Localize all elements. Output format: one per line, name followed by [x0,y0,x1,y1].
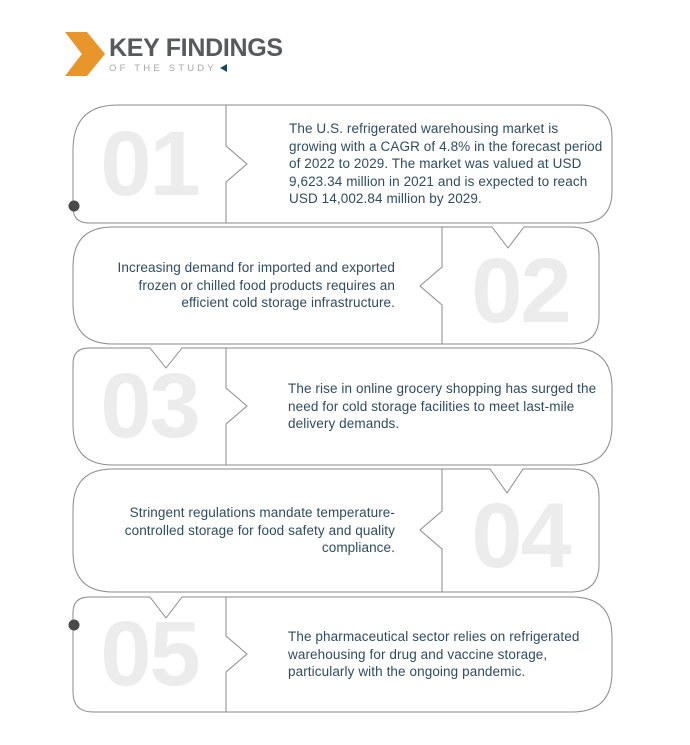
finding-text-5: The pharmaceutical sector relies on refrigerated warehousing for drug and vaccine storage, particularly with the ongoing pandemic. [288,629,580,680]
page-title: KEY FINDINGS [109,33,283,62]
finding-text-3: The rise in online grocery shopping has surged the need for cold storage facilities to meet last-mile delivery demands. [288,381,597,432]
finding-text-4: Stringent regulations mandate temperature-controlled storage for food safety and quality compliance. [124,505,395,556]
divider-chevron-right-5 [226,597,247,712]
divider-chevron-right-3 [226,348,247,465]
divider-chevron-left-2 [420,227,442,344]
page-subtitle: OF THE STUDY [109,62,217,74]
finding-number-3: 03 [100,355,199,457]
divider-chevron-right-1 [226,105,247,223]
finding-number-5: 05 [100,603,199,705]
finding-number-4: 04 [471,485,570,587]
finding-text-2: Increasing demand for imported and exported frozen or chilled food products requires an efficient cold storage infrastructure. [117,260,395,311]
finding-number-1: 01 [100,112,199,215]
finding-number-2: 02 [471,240,570,342]
finding-text-1: The U.S. refrigerated warehousing market is growing with a CAGR of 4.8% in the forecast period of 2022 to 2029. The market was valued at USD 9,623.34 million in 2021 and is expected to reach USD 14,002.84 million by 2029. [289,121,603,207]
divider-chevron-left-4 [420,469,442,592]
